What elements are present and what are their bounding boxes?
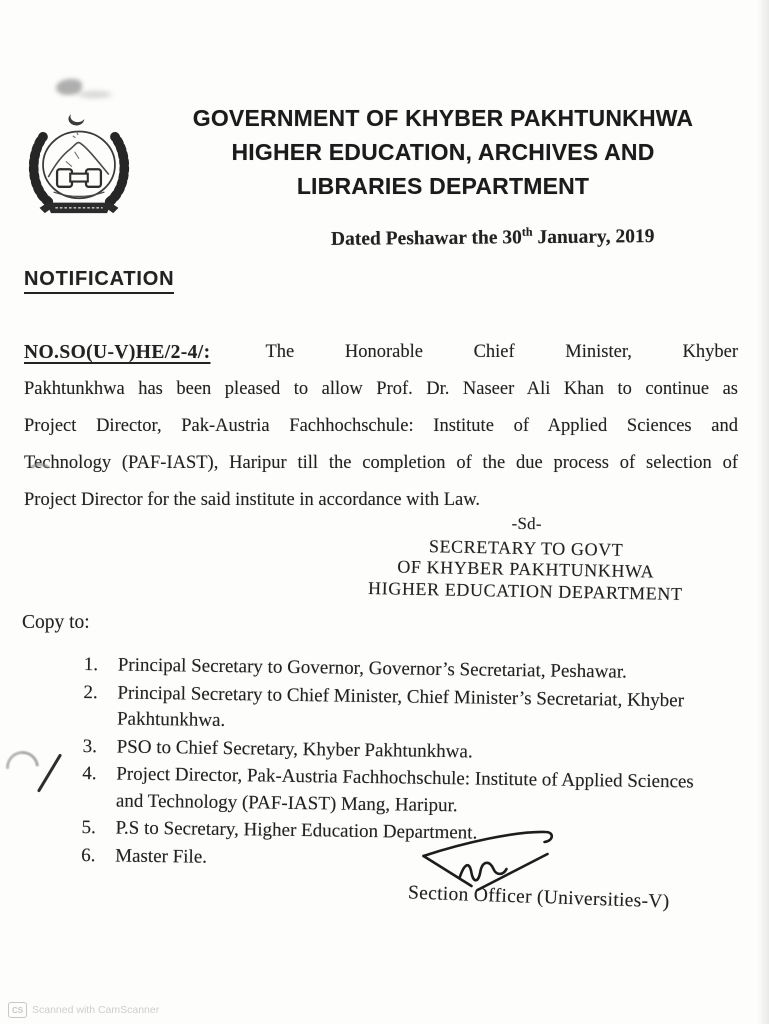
department-letterhead (183, 101, 703, 203)
item-text: Principal Secretary to Chief Minister, Chief Minister’s Secretariat, Khyber Pakhtunkhwa. (116, 681, 685, 731)
notification-body (24, 334, 738, 519)
scan-artifact (27, 463, 53, 485)
ink-smudge-artifact (78, 91, 112, 98)
body-line-text: The Honorable Chief Minister, Khyber (265, 342, 738, 362)
signatory-line: OF KHYBER PAKHTUNKHWA (397, 556, 655, 582)
body-line: Project Director for the said institute in accordance with Law. (24, 490, 480, 510)
date-ordinal-suffix: th (521, 224, 533, 239)
item-text: Principal Secretary to Governor, Governor’s Secretariat, Peshawar. (117, 654, 627, 683)
handwritten-signature-icon (405, 826, 580, 892)
copy-to-label: Copy to: (22, 612, 90, 633)
item-number: 6. (81, 844, 96, 866)
camscanner-text: Scanned with CamScanner (32, 1004, 160, 1016)
copy-to-item (82, 761, 763, 823)
item-number: 4. (82, 762, 97, 785)
item-number: 2. (83, 681, 98, 703)
date-text: January, 2019 (532, 226, 655, 249)
item-text: PSO to Chief Secretary, Khyber Pakhtunkhwa. (116, 735, 473, 762)
body-line: Project Director, Pak-Austria Fachhochschule: Institute of Applied Sciences and (24, 416, 738, 436)
sd-mark: -Sd- (511, 513, 542, 534)
camscanner-icon: CS (8, 1002, 27, 1018)
letterhead-line: HIGHER EDUCATION, ARCHIVES AND (231, 139, 655, 165)
letterhead-line: LIBRARIES DEPARTMENT (296, 173, 590, 199)
date-text: Dated Peshawar the 30 (330, 227, 522, 250)
copy-to-item (83, 679, 764, 741)
body-line: Technology (PAF-IAST), Haripur till the completion of the due process of selection of (24, 453, 738, 473)
signature-block (351, 510, 701, 606)
date-line (331, 224, 655, 251)
item-text: P.S to Secretary, Higher Education Department. (115, 817, 478, 844)
kp-government-emblem-icon (22, 110, 136, 218)
notification-heading: NOTIFICATION (24, 268, 174, 294)
item-text: Project Director, Pak-Austria Fachhochschule: Institute of Applied Sciences and Technology (PAF-IAST) Mang, Haripur. (115, 763, 694, 816)
item-number: 3. (82, 735, 98, 757)
item-text: Master File. (115, 844, 208, 868)
signatory-line: HIGHER EDUCATION DEPARTMENT (367, 577, 683, 604)
camscanner-badge (8, 1002, 159, 1018)
tick-mark (37, 753, 62, 792)
signatory-title: Section Officer (Universities-V) (407, 882, 670, 913)
reference-number: NO.SO(U-V)HE/2-4/: (24, 342, 211, 363)
signatory-line: SECRETARY TO GOVT (428, 535, 624, 560)
body-line: Pakhtunkhwa has been pleased to allow Prof. Dr. Naseer Ali Khan to continue as (24, 379, 738, 399)
body-line (24, 334, 738, 371)
item-number: 5. (81, 816, 96, 839)
hole-punch-artifact (0, 744, 46, 790)
letterhead-line: GOVERNMENT OF KHYBER PAKHTUNKHWA (192, 105, 694, 131)
item-number: 1. (83, 653, 99, 676)
